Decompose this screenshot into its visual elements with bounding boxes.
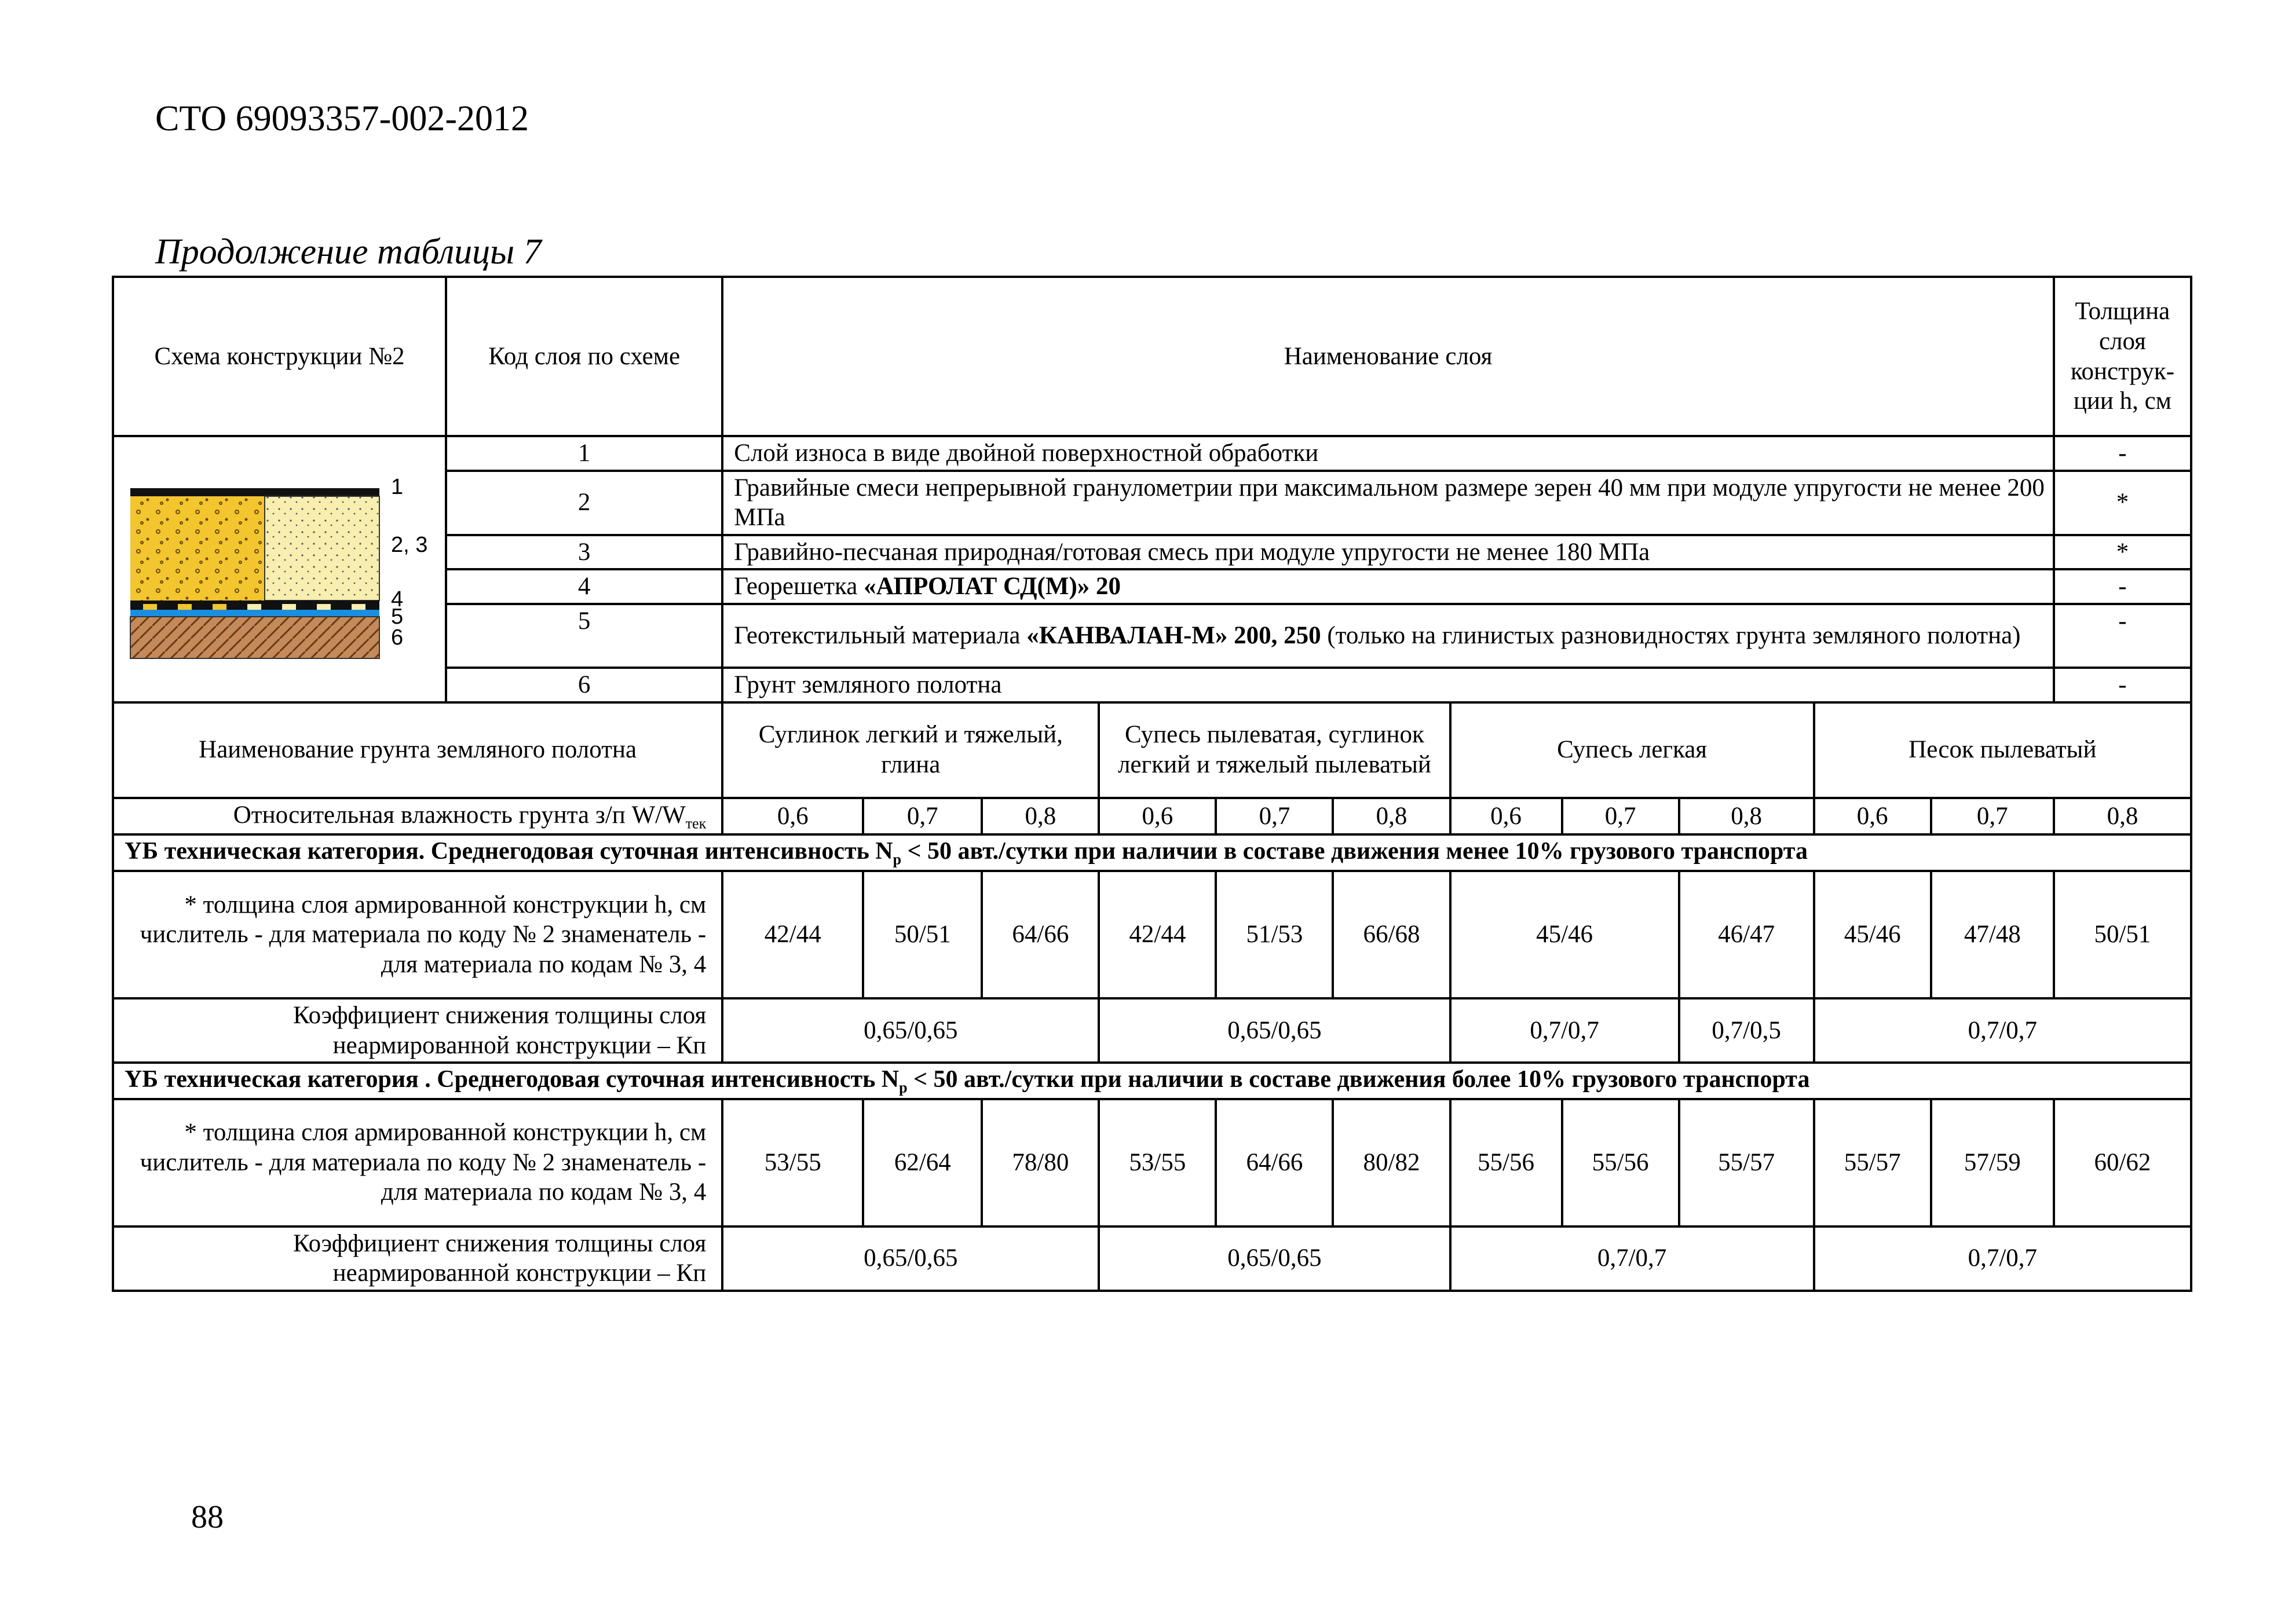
subgrade-soil-layer: [130, 617, 379, 658]
layer-code: 5: [446, 604, 722, 668]
layer-thickness: *: [2054, 535, 2191, 570]
construction-table: [112, 276, 2192, 1292]
page-number: 88: [191, 1499, 224, 1535]
thickness-value: 55/56: [1562, 1099, 1679, 1226]
scheme-label-4: 4: [391, 587, 404, 612]
thickness-value: 62/64: [863, 1099, 982, 1226]
thickness-value: 46/47: [1679, 871, 1814, 998]
layer-code: 6: [446, 668, 722, 702]
scheme-label-6: 6: [391, 625, 404, 650]
thickness-value: 78/80: [982, 1099, 1099, 1226]
header-thickness: Толщина слоя конструк-ции h, см: [2054, 277, 2191, 436]
layer-name: Грунт земляного полотна: [722, 668, 2054, 702]
coefficient-value: 0,65/0,65: [1099, 998, 1450, 1063]
layer-code: 4: [446, 569, 722, 604]
layer-code: 1: [446, 436, 722, 471]
moisture-value: 0,8: [1333, 798, 1450, 835]
thickness-value: 51/53: [1216, 871, 1333, 998]
layer-code: 3: [446, 535, 722, 570]
moisture-value: 0,7: [1216, 798, 1333, 835]
moisture-value: 0,6: [722, 798, 863, 835]
thickness-value: 64/66: [982, 871, 1099, 998]
layer-scheme-diagram: [114, 448, 438, 691]
soil-group: Супесь легкая: [1450, 702, 1814, 798]
layer-name: Геотекстильный материала «КАНВАЛАН-М» 200, 250 (только на глинистых разновидностях грунта земляного полотна): [722, 604, 2054, 668]
moisture-value: 0,7: [1931, 798, 2054, 835]
thickness-value: 50/51: [863, 871, 982, 998]
coefficient-value: 0,65/0,65: [722, 1226, 1099, 1291]
moisture-value: 0,7: [863, 798, 982, 835]
thickness-value: 55/57: [1814, 1099, 1931, 1226]
thickness-value: 53/55: [1099, 1099, 1216, 1226]
coefficient-value: 0,7/0,7: [1814, 1226, 2191, 1291]
scheme-label-2-3: 2, 3: [391, 532, 428, 557]
layer-name: Георешетка «АПРОЛАТ СД(М)» 20: [722, 569, 2054, 604]
layer-name: Гравийно-песчаная природная/готовая смесь при модуле упругости не менее 180 МПа: [722, 535, 2054, 570]
moisture-label: Относительная влажность грунта з/п $W/W_{тек}$: [113, 798, 722, 835]
thickness-value: 55/56: [1450, 1099, 1562, 1226]
geogrid-layer: [130, 601, 379, 610]
coefficient-value: 0,7/0,7: [1450, 998, 1679, 1063]
layer-thickness: *: [2054, 471, 2191, 535]
soil-group: Суглинок легкий и тяжелый, глина: [722, 702, 1099, 798]
layer-thickness: -: [2054, 569, 2191, 604]
layer-thickness: -: [2054, 668, 2191, 702]
thickness-value: 45/46: [1450, 871, 1679, 998]
moisture-value: 0,8: [2054, 798, 2191, 835]
coefficient-value: 0,65/0,65: [722, 998, 1099, 1063]
thickness-value: 80/82: [1333, 1099, 1450, 1226]
coefficient-value: 0,7/0,7: [1814, 998, 2191, 1063]
thickness-value: 50/51: [2054, 871, 2191, 998]
header-scheme: Схема конструкции №2: [113, 277, 446, 436]
moisture-value: 0,6: [1099, 798, 1216, 835]
section-1-title: YБ техническая категория. Среднегодовая суточная интенсивность $N_р < 50$ авт./сутки при наличии в составе движения менее 10% грузового транспорта: [113, 834, 2191, 871]
scheme-label-1: 1: [391, 474, 404, 499]
moisture-value: 0,8: [1679, 798, 1814, 835]
thickness-value: 64/66: [1216, 1099, 1333, 1226]
layer-code: 2: [446, 471, 722, 535]
scheme-label-5: 5: [391, 604, 404, 629]
section-2-title: YБ техническая категория . Среднегодовая суточная интенсивность $N_р < 50$ авт./сутки при наличии в составе движения более 10% грузового транспорта: [113, 1063, 2191, 1099]
thickness-value: 42/44: [1099, 871, 1216, 998]
thickness-value: 53/55: [722, 1099, 863, 1226]
sand-gravel-layer: [265, 496, 379, 601]
soil-group: Супесь пылеватая, суглинок легкий и тяжелый пылеватый: [1099, 702, 1450, 798]
document-code: СТО 69093357-002-2012: [155, 99, 529, 138]
soil-name-label: Наименование грунта земляного полотна: [113, 702, 722, 798]
moisture-value: 0,8: [982, 798, 1099, 835]
soil-group: Песок пылеватый: [1814, 702, 2191, 798]
coefficient-value: 0,65/0,65: [1099, 1226, 1450, 1291]
thickness-label: * толщина слоя армированной конструкции h, см числитель - для материала по коду № 2 знаменатель - для материала по кодам № 3, 4: [113, 1099, 722, 1226]
layer-name: Гравийные смеси непрерывной гранулометрии при максимальном размере зерен 40 мм при модуле упругости не менее 200 МПа: [722, 471, 2054, 535]
header-layer-name: Наименование слоя: [722, 277, 2054, 436]
coefficient-value: 0,7/0,5: [1679, 998, 1814, 1063]
thickness-value: 57/59: [1931, 1099, 2054, 1226]
geotextile-layer: [130, 610, 379, 617]
thickness-value: 42/44: [722, 871, 863, 998]
coefficient-label: Коэффициент снижения толщины слоя неармированной конструкции – Кп: [113, 1226, 722, 1291]
moisture-value: 0,6: [1814, 798, 1931, 835]
thickness-value: 60/62: [2054, 1099, 2191, 1226]
thickness-value: 66/68: [1333, 871, 1450, 998]
thickness-label: * толщина слоя армированной конструкции h, см числитель - для материала по коду № 2 знаменатель - для материала по кодам № 3, 4: [113, 871, 722, 998]
coefficient-value: 0,7/0,7: [1450, 1226, 1814, 1291]
thickness-value: 45/46: [1814, 871, 1931, 998]
moisture-value: 0,7: [1562, 798, 1679, 835]
moisture-value: 0,6: [1450, 798, 1562, 835]
header-layer-code: Код слоя по схеме: [446, 277, 722, 436]
coefficient-label: Коэффициент снижения толщины слоя неармированной конструкции – Кп: [113, 998, 722, 1063]
table-continuation-title: Продолжение таблицы 7: [155, 232, 542, 272]
thickness-value: 55/57: [1679, 1099, 1814, 1226]
construction-scheme: [113, 436, 446, 702]
gravel-mix-layer: [130, 496, 265, 601]
layer-name: Слой износа в виде двойной поверхностной обработки: [722, 436, 2054, 471]
layer-thickness: -: [2054, 604, 2191, 668]
thickness-value: 47/48: [1931, 871, 2054, 998]
wearing-course-layer: [130, 488, 379, 496]
layer-thickness: -: [2054, 436, 2191, 471]
